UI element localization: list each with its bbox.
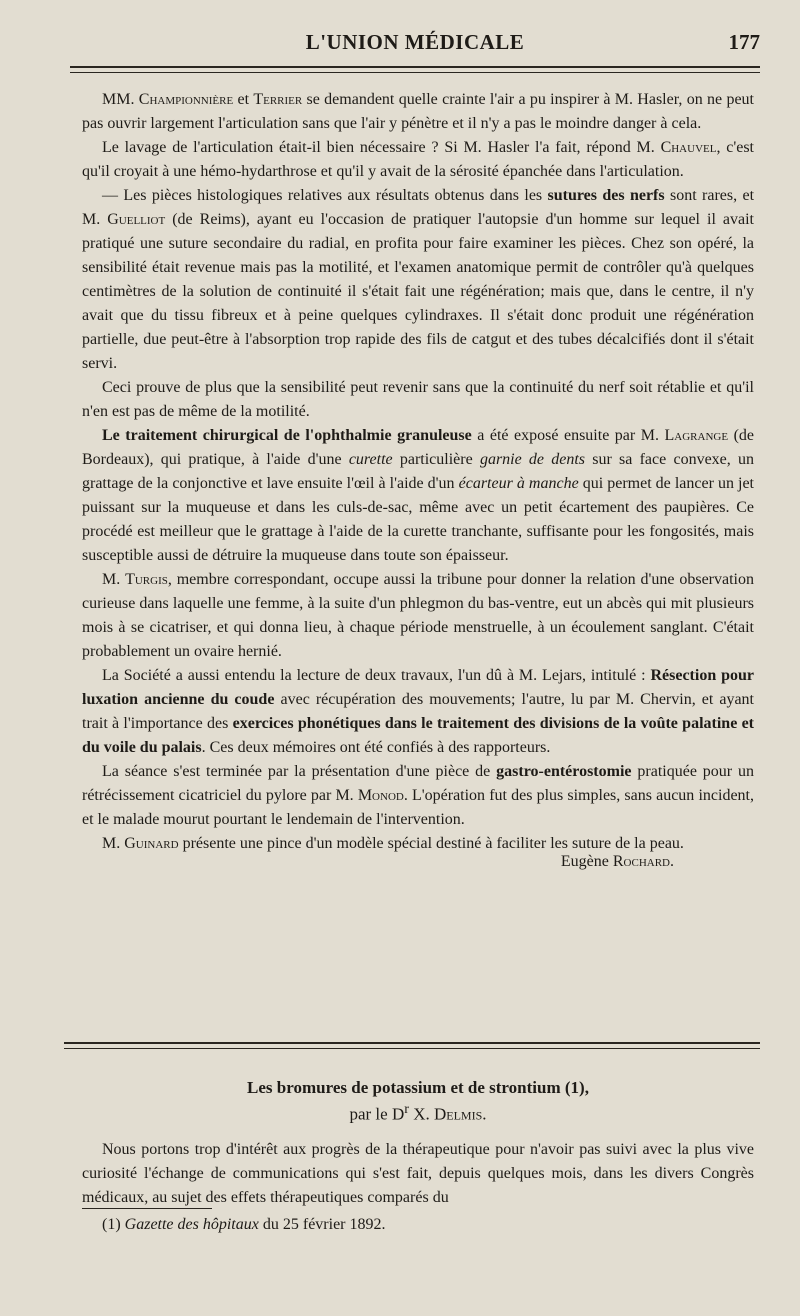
- paragraph-7: La Société a aussi entendu la lecture de deux travaux, l'un dû à M. Lejars, intitulé : Résection pour luxation ancienne du coude avec récupération des mouvements; l'autre, lu par M. Chervin, et ayant trait à l'importance des exercices phonétiques dans le traitement des divisions de la voûte palatine et du voile du palais. Ces deux mémoires ont été confiés à des rapporteurs.: [82, 667, 755, 756]
- author-name: Turgis: [125, 571, 168, 588]
- running-header: [70, 30, 760, 60]
- header-rule-thin: [70, 72, 760, 73]
- page-number: 177: [728, 30, 760, 54]
- article-body: [82, 1138, 754, 1210]
- bold-term: exercices phonétiques dans le traitement des divisions de la voûte palatine et du voile du palais: [82, 715, 754, 756]
- signature-name: Rochard: [612, 853, 670, 870]
- bold-term: Résection pour luxation ancienne du coude: [82, 667, 755, 708]
- author-name: Monod: [357, 787, 404, 804]
- report-body: [82, 88, 754, 874]
- footnote: (1) Gazette des hôpitaux du 25 février 1892.: [102, 1216, 386, 1233]
- bold-term: gastro-entérostomie: [496, 763, 632, 780]
- paragraph-5: Le traitement chirurgical de l'ophthalmie granuleuse a été exposé ensuite par M. Lagrange (de Bordeaux), qui pratique, à l'aide d'une curette particulière garnie de dents sur sa face convexe, un grattage de la conjonctive et lave ensuite l'œil à l'aide d'un écarteur à manche qui permet de lancer un jet puissant sur la muqueuse et dans les culs-de-sac, même avec un petit écartement des paupières. Ce procédé est meilleur que le grattage à l'aide de la curette tranchante, suffisante pour les fongosités, mais susceptible aussi de détruire la muqueuse dans toute son épaisseur.: [82, 427, 755, 564]
- section-rule: [64, 1042, 760, 1044]
- author-name: Lagrange: [664, 427, 729, 444]
- author-name: Guelliot: [107, 211, 166, 228]
- italic-term: garnie de dents: [479, 451, 586, 468]
- footnote-source: Gazette des hôpitaux: [124, 1216, 259, 1233]
- italic-term: écarteur à manche: [458, 475, 579, 492]
- author-name: Championnière: [138, 91, 234, 108]
- footnote-rule: [82, 1208, 212, 1209]
- paragraph-6: M. Turgis, membre correspondant, occupe aussi la tribune pour donner la relation d'une observation curieuse dans laquelle une femme, à la suite d'un phlegmon du bas-ventre, eut un abcès qui mit plusieurs mois à se cicatriser, et qui donna lieu, à chaque période menstruelle, à un écoulement sanglant. C'était probablement un ovaire hernié.: [82, 571, 755, 660]
- bold-term: Le traitement chirurgical de l'ophthalmie granuleuse: [102, 427, 472, 444]
- paragraph-1: MM. Championnière et Terrier se demandent quelle crainte l'air a pu inspirer à M. Hasler, on ne peut pas ouvrir largement l'articulation sans que l'air y pénètre et il n'y a pas le moindre danger à cela.: [82, 91, 754, 132]
- paragraph-4: Ceci prouve de plus que la sensibilité peut revenir sans que la continuité du nerf soit rétablie et qu'il n'en est pas de même de la motilité.: [82, 379, 754, 420]
- paragraph-3: — Les pièces histologiques relatives aux résultats obtenus dans les sutures des nerfs sont rares, et M. Guelliot (de Reims), ayant eu l'occasion de pratiquer l'autopsie d'un homme sur lequel il avait pratiqué une suture secondaire du radial, en profita pour faire examiner les pièces. Chez son opéré, la sensibilité était revenue mais pas la motilité, et l'examen anatomique permit de contrôler qu'à quelques centimètres de la solution de continuité il s'était fait une régénération; mais que, dans le centre, il n'y avait que du tissu fibreux et à peine quelques cylindraxes. Il s'était donc produit une régénération partielle, due peut-être à l'absorption trop rapide des fils de catgut et des tubes décalcifiés dont il s'était servi.: [82, 187, 755, 372]
- article-author: par le $D^r$ X. Delmis.: [349, 1101, 487, 1124]
- author-name: X. Delmis: [413, 1104, 483, 1124]
- author-name: Chauvel: [660, 139, 717, 156]
- author-name: Guinard: [124, 835, 179, 852]
- article-title: Les bromures de potassium et de strontium (1),: [247, 1078, 589, 1097]
- italic-term: curette: [348, 451, 393, 468]
- author-name: Terrier: [253, 91, 303, 108]
- journal-title: L'UNION MÉDICALE: [305, 30, 525, 54]
- section-rule-thin: [64, 1048, 760, 1049]
- header-rule: [70, 66, 760, 68]
- signature: Eugène Rochard.: [560, 853, 674, 870]
- article-paragraph: Nous portons trop d'intérêt aux progrès de la thérapeutique pour n'avoir pas suivi avec la plus vive curiosité l'échange de communications qui s'est fait, depuis quelques mois, dans les divers Congrès médicaux, au sujet des effets thérapeutiques comparés du: [82, 1141, 754, 1206]
- bold-term: sutures des nerfs: [547, 187, 665, 204]
- paragraph-8: La séance s'est terminée par la présentation d'une pièce de gastro-entérostomie pratiquée pour un rétrécissement cicatriciel du pylore par M. Monod. L'opération fut des plus simples, sans aucun incident, et le malade mourut pourtant le lendemain de l'intervention.: [82, 763, 754, 828]
- paragraph-9: M. Guinard présente une pince d'un modèle spécial destiné à faciliter les suture de la peau.: [102, 835, 684, 852]
- paragraph-2: Le lavage de l'articulation était-il bien nécessaire ? Si M. Hasler l'a fait, répond M. Chauvel, c'est qu'il croyait à une hémo-hydarthrose et qu'il y avait de la sérosité épanchée dans l'articulation.: [82, 139, 754, 180]
